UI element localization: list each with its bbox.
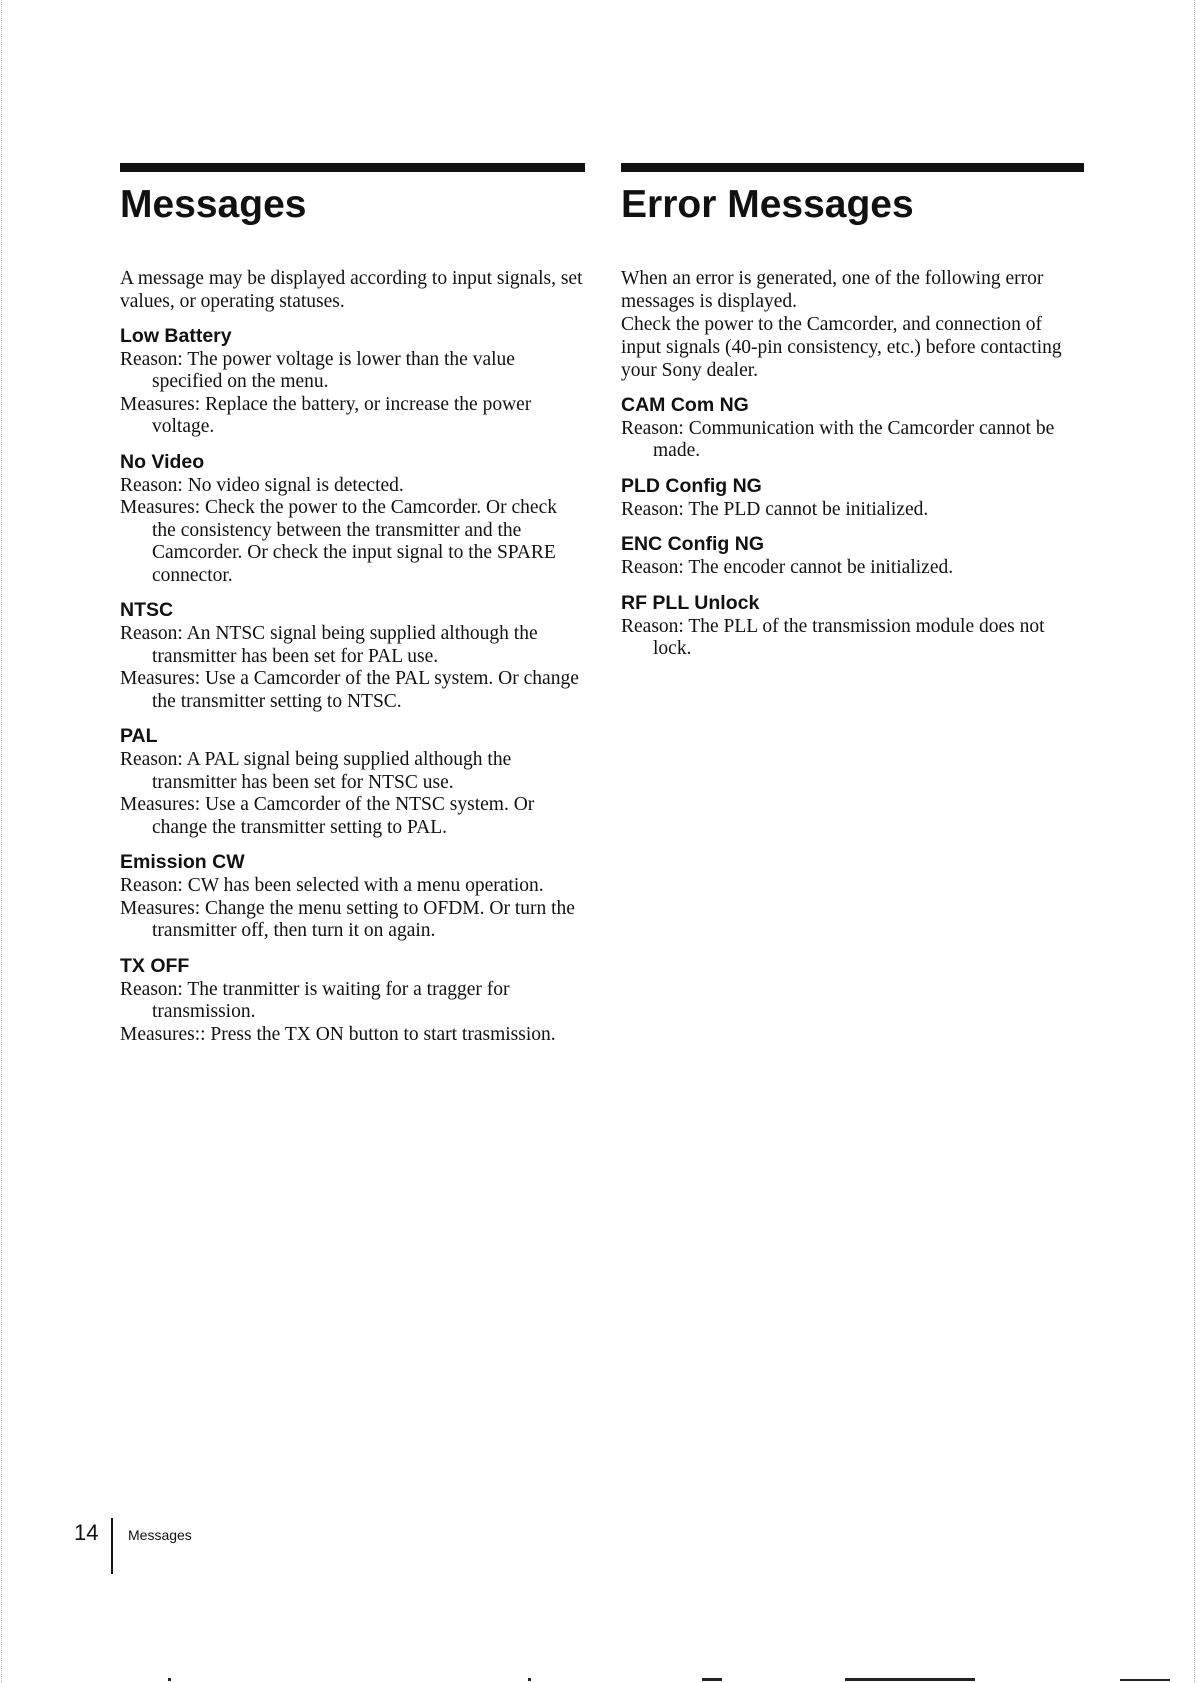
intro-paragraph: Check the power to the Camcorder, and connection of input signals (40-pin consistency, etc.) before contacting your Sony dealer. [621,313,1062,381]
section-rule [621,163,1084,172]
error-title: CAM Com NG [621,393,749,416]
reason-text: Reason: CW has been selected with a menu operation. [120,875,544,897]
error-messages-intro [621,267,1084,382]
message-title: Emission CW [120,851,245,874]
reason-text: Reason: A PAL signal being supplied although the transmitter has been set for NTSC use. [120,749,512,793]
reason-text: Reason: No video signal is detected. [120,474,404,496]
message-title: Low Battery [120,324,232,347]
measures-text: Measures: Replace the battery, or increase the power voltage. [120,393,532,438]
scan-edge-left [1,0,2,1683]
error-title: ENC Config NG [621,533,764,556]
message-title: TX OFF [120,954,190,977]
message-entry [120,953,585,1047]
reason-text: Reason: The power voltage is lower than the value specified on the menu. [120,348,515,393]
scan-mark [845,1678,975,1681]
error-messages-column [621,163,1084,661]
messages-heading: Messages [120,183,307,226]
error-entry [621,473,1084,522]
error-title: PLD Config NG [621,474,762,497]
message-title: NTSC [120,599,174,622]
reason-text: Reason: The PLD cannot be initialized. [621,498,929,520]
messages-column [120,163,585,1046]
scan-artifacts [0,1673,1198,1681]
message-entry [120,849,585,943]
footer-section-label: Messages [128,1527,192,1543]
message-entry [120,323,585,439]
intro-paragraph: A message may be displayed according to input signals, set values, or operating statuses. [120,267,583,312]
reason-text: Reason: The tranmitter is waiting for a tragger for transmission. [120,978,510,1023]
messages-intro [120,267,585,313]
page-number: 14 [74,1520,99,1545]
footer-divider [111,1518,113,1574]
scan-mark [702,1678,722,1681]
error-entry [621,590,1084,661]
scan-mark [1120,1679,1170,1681]
measures-text: Measures: Use a Camcorder of the PAL system. Or change the transmitter setting to NTSC. [120,668,579,712]
measures-text: Measures: Use a Camcorder of the NTSC system. Or change the transmitter setting to PAL. [120,794,535,838]
message-entry [120,449,585,588]
measures-text: Measures: Check the power to the Camcorder. Or check the consistency between the transmitter and the Camcorder. Or check the input signal to the SPARE connector. [120,497,557,586]
scan-mark [168,1678,171,1681]
scan-edge-right [1194,0,1195,1683]
reason-text: Reason: The encoder cannot be initialized. [621,557,954,579]
section-rule [120,163,585,172]
measures-text: Measures:: Press the TX ON button to start trasmission. [120,1023,556,1045]
reason-text: Reason: An NTSC signal being supplied although the transmitter has been set for PAL use. [120,623,538,667]
message-title: No Video [120,450,205,473]
message-title: PAL [120,725,158,748]
error-entry [621,531,1084,580]
intro-paragraph: When an error is generated, one of the following error messages is displayed. [621,267,1044,312]
reason-text: Reason: Communication with the Camcorder cannot be made. [621,417,1055,462]
measures-text: Measures: Change the menu setting to OFDM. Or turn the transmitter off, then turn it on again. [120,897,575,942]
error-title: RF PLL Unlock [621,591,760,614]
error-entry [621,392,1084,463]
error-messages-heading: Error Messages [621,183,914,226]
message-entry [120,723,585,839]
scan-mark [528,1678,531,1681]
reason-text: Reason: The PLL of the transmission module does not lock. [621,615,1045,660]
message-entry [120,597,585,713]
